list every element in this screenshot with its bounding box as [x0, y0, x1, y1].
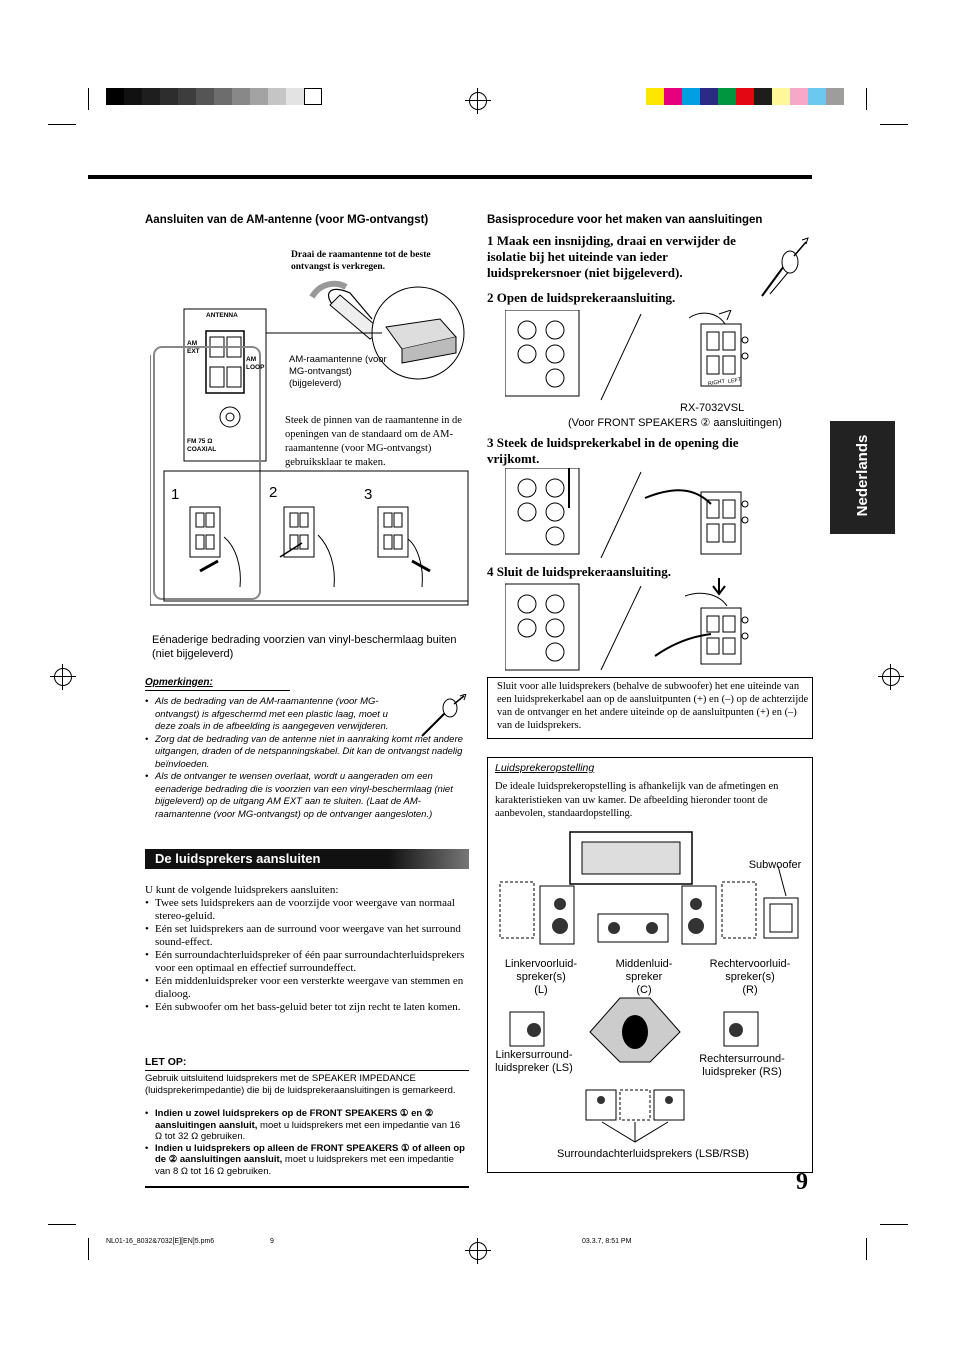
step-3: 3 Steek de luidsprekerkabel in de opening die vrijkomt.	[487, 435, 739, 466]
step-2: 2 Open de luidsprekeraansluiting.	[487, 290, 676, 305]
label-surround-left: Linkersurround- luidspreker (LS)	[495, 1049, 573, 1074]
speaker-type-item: • Eén subwoofer om het bass-geluid beter tot zijn recht te laten komen.	[145, 1001, 469, 1014]
fig-note-pins: Steek de pinnen van de raamantenne in de openingen van de standaard om de AM-raamantenne (voor MG-ontvangst) gebruiksklaar te maken.	[285, 415, 462, 468]
label-surround-back: Surroundachterluidsprekers (LSB/RSB)	[557, 1148, 749, 1160]
connect-note: Sluit voor alle luidsprekers (behalve de subwoofer) het ene uiteinde van een luidsprekerkabel aan op de aansluitpunten (+) en (–) op de achterzijde van de ontvanger en het andere uiteinde op de aansluitpunten (+) en (–) van de luidsprekers.	[497, 681, 809, 731]
speakers-intro: U kunt de volgende luidsprekers aansluiten:	[145, 884, 339, 896]
label-am-ext: AM EXT	[187, 340, 200, 355]
language-tab	[830, 421, 895, 534]
wire-twist-icon	[758, 236, 812, 298]
speaker-type-item: • Eén surroundachterluidspreker of één paar surroundachterluidsprekers voor een optimaal en effectief surroundeffect.	[145, 949, 469, 975]
terminal-label-left: LEFT	[727, 376, 742, 386]
footer-date: 03.3.7, 8:51 PM	[582, 1238, 632, 1245]
model-caption-2: (Voor FRONT SPEAKERS ② aansluitingen)	[568, 417, 782, 429]
label-surround-right: Rechtersurround- luidspreker (RS)	[699, 1053, 785, 1078]
grayscale-bar	[106, 88, 322, 105]
placement-text: De ideale luidsprekeropstelling is afhankelijk van de afmetingen en karakteristieken van uw kamer. De afbeelding hieronder toont de aanbevolen, standaardopstelling.	[495, 781, 779, 819]
label-am-raam: AM-raamantenne (voor MG-ontvangst) (bijgeleverd)	[289, 354, 387, 389]
page-number: 9	[796, 1169, 808, 1195]
label-antenna: ANTENNA	[206, 312, 238, 319]
label-center: Middenluid- spreker (C)	[615, 958, 673, 996]
language-tab-label: Nederlands	[854, 434, 871, 517]
terminal-figure-close	[505, 576, 810, 671]
letop-rule-bottom	[145, 1186, 469, 1188]
model-caption: RX-7032VSL	[680, 402, 745, 414]
terminal-figure-insert	[505, 468, 810, 563]
wire-caption: Eénaderige bedrading voorzien van vinyl-beschermlaag buiten (niet bijgeleverd)	[152, 634, 457, 660]
placement-title: Luidsprekeropstelling	[495, 762, 595, 774]
label-front-right: Rechtervoorluid- spreker(s) (R)	[709, 958, 791, 996]
label-front-left: Linkervoorluid- spreker(s) (L)	[504, 958, 578, 996]
speakers-heading-label: De luidsprekers aansluiten	[155, 851, 321, 866]
step-1-label: 1	[171, 486, 180, 503]
speaker-type-item: • Eén middenluidspreker voor een versterkte weergave van stemmen en dialoog.	[145, 975, 469, 1001]
letop-list	[145, 1108, 467, 1177]
wire-strip-icon	[420, 694, 468, 738]
label-am-loop: AM LOOP	[246, 356, 265, 371]
terminal-label-right: RIGHT	[707, 378, 726, 388]
step-2-label: 2	[269, 484, 278, 501]
letop-item: • Indien u zowel luidsprekers op de FRONT SPEAKERS ① en ② aansluitingen aansluit, moet u luidsprekers met een impedantie van 16 Ω tot 32 Ω gebruiken.	[145, 1108, 467, 1143]
remarks-title: Opmerkingen:	[145, 677, 213, 688]
fig-note-top: Draai de raamantenne tot de beste ontvangst is verkregen.	[291, 250, 431, 272]
color-bar	[646, 88, 844, 105]
registration-mark-bottom	[469, 1242, 487, 1260]
label-fm: FM 75 Ω COAXIAL	[187, 438, 217, 453]
remarks-list	[145, 696, 467, 821]
am-heading: Aansluiten van de AM-antenne (voor MG-ontvangst)	[145, 214, 429, 226]
remark-item: • Als de bedrading van de AM-raamantenne (voor MG-ontvangst) is afgeschermd met een plastic laag, moet u deze zoals in de afbeelding is aangegeven verwijderen.	[145, 696, 410, 734]
remarks-rule	[145, 690, 290, 691]
footer-page: 9	[270, 1238, 274, 1245]
speakers-list	[145, 897, 469, 1014]
header-rule	[88, 175, 812, 179]
letop-rule-top	[145, 1070, 469, 1071]
registration-mark-right	[882, 668, 900, 686]
remark-item: • Als de ontvanger te wensen overlaat, wordt u aangeraden om een eenaderige bedrading die is voorzien van een vinyl-beschermlaag (niet bijgeleverd) op de uitgang AM EXT aan te sluiten. (Laat de AM-raamantenne (voor MG-ontvangst) op de ontvanger aangesloten.)	[145, 771, 467, 821]
letop-title: LET OP:	[145, 1056, 187, 1068]
registration-mark-top	[469, 92, 487, 110]
basic-heading: Basisprocedure voor het maken van aansluitingen	[487, 214, 763, 226]
speaker-type-item: • Eén set luidsprekers aan de surround voor weergave van het surround sound-effect.	[145, 923, 469, 949]
remark-item: • Zorg dat de bedrading van de antenne niet in aanraking komt met andere uitgangen, draden of de netspanningskabel. Dit kan de ontvangst nadelig beïnvloeden.	[145, 734, 467, 772]
step-3-label: 3	[364, 486, 373, 503]
speaker-type-item: • Twee sets luidsprekers aan de voorzijde voor weergave van normaal stereo-geluid.	[145, 897, 469, 923]
registration-mark-left	[54, 668, 72, 686]
step-1: 1 Maak een insnijding, draai en verwijder de isolatie bij het uiteinde van ieder luidsprekersnoer (niet bijgeleverd).	[487, 233, 736, 280]
letop-item: • Indien u luidsprekers op alleen de FRONT SPEAKERS ① of alleen op de ② aansluitingen aansluit, moet u luidsprekers met een impedantie van 8 Ω tot 16 Ω gebruiken.	[145, 1143, 467, 1178]
letop-text: Gebruik uitsluitend luidsprekers met de SPEAKER IMPEDANCE (luidsprekerimpedantie) die bij de luidsprekeraansluitingen is gemarkeerd.	[145, 1073, 456, 1096]
footer-file: NL01-16_8032&7032[E][EN]5.pm6	[106, 1238, 215, 1245]
label-subwoofer: Subwoofer	[748, 859, 802, 871]
step-4: 4 Sluit de luidsprekeraansluiting.	[487, 564, 671, 579]
terminal-figure-open	[505, 310, 810, 405]
